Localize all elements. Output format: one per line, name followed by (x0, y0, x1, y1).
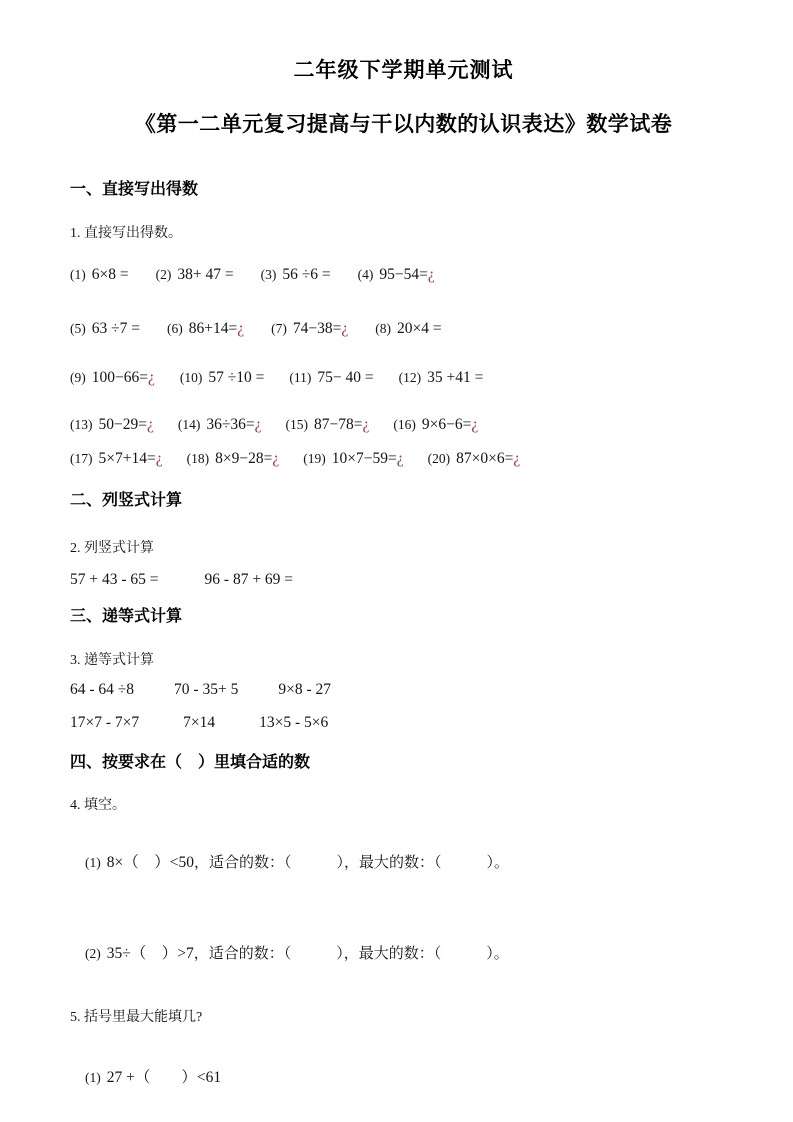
oral-calc-row-2 (70, 319, 737, 339)
step-calc-row-1 (70, 680, 737, 700)
problem-16 (393, 415, 478, 435)
question-4-label: 4. 填空。 (70, 798, 126, 813)
answer-placeholder-mark: ¿ (272, 450, 280, 467)
question-1-label: 1. 直接写出得数。 (70, 226, 182, 241)
problem-number: (2) (155, 267, 172, 282)
step-calc-problem-3: 9×8 - 27 (278, 681, 331, 698)
problem-number: (19) (303, 451, 326, 466)
problem-expression: 56 ÷6 = (282, 266, 331, 283)
fill-blank-text: ，适合的数：（ ），最大的数：（ ）。 (193, 855, 509, 871)
problem-19 (303, 449, 403, 469)
problem-expression: 36÷36= (206, 416, 255, 433)
problem-number: (1) (85, 1070, 101, 1085)
step-calc-problem-4: 17×7 - 7×7 (70, 714, 140, 731)
oral-calc-row-5 (70, 449, 737, 469)
problem-expression: 87−78= (314, 416, 363, 433)
answer-placeholder-mark: ¿ (155, 450, 163, 467)
problem-5 (70, 319, 140, 339)
vertical-calc-problem-2: 96 - 87 + 69 = (204, 571, 294, 588)
problem-expression: 9×6−6= (421, 416, 472, 433)
problem-number: (16) (393, 417, 416, 432)
problem-2 (156, 265, 234, 285)
answer-placeholder-mark: ¿ (147, 369, 155, 386)
problem-expression: 100−66= (91, 369, 148, 386)
problem-expression: 50−29= (98, 416, 147, 433)
vertical-calc-problem-1: 57 + 43 - 65 = (70, 571, 159, 588)
answer-placeholder-mark: ¿ (254, 416, 262, 433)
problem-number: (12) (398, 370, 422, 385)
oral-calc-row-1 (70, 265, 737, 285)
problem-20 (428, 449, 521, 469)
problem-15 (286, 415, 370, 435)
answer-placeholder-mark: ¿ (513, 450, 521, 467)
step-calc-row-2 (70, 713, 737, 733)
section-4-heading: 四、按要求在（ ）里填合适的数 (70, 752, 311, 771)
problem-expression: 35 +41 = (427, 369, 484, 386)
inequality-expression: 8×（ ）<50 (106, 854, 194, 871)
problem-number: (11) (289, 370, 312, 385)
page-subtitle: 《第一二单元复习提高与干以内数的认识表达》数学试卷 (134, 112, 673, 136)
problem-number: (7) (271, 321, 287, 336)
problem-number: (17) (70, 451, 93, 466)
problem-6 (167, 319, 244, 339)
fill-blank-item-3 (70, 1048, 737, 1108)
fill-blank-item-2 (70, 924, 737, 984)
problem-12 (399, 368, 484, 388)
answer-placeholder-mark: ¿ (146, 416, 154, 433)
problem-11 (289, 368, 373, 388)
problem-expression: 20×4 = (397, 320, 442, 337)
section-1-heading: 一、直接写出得数 (70, 179, 199, 198)
problem-number: (2) (85, 946, 101, 961)
problem-number: (3) (260, 267, 277, 282)
problem-3 (261, 265, 331, 285)
problem-expression: 8×9−28= (215, 450, 273, 467)
problem-expression: 38+ 47 = (177, 266, 234, 283)
problem-number: (15) (285, 417, 309, 432)
oral-calc-row-3 (70, 368, 737, 388)
question-3-label: 3. 递等式计算 (70, 653, 154, 668)
problem-number: (6) (167, 321, 183, 336)
problem-number: (9) (70, 370, 86, 385)
problem-expression: 95−54= (379, 266, 428, 283)
step-calc-problem-2: 70 - 35+ 5 (174, 681, 239, 698)
answer-placeholder-mark: ¿ (427, 266, 435, 283)
problem-number: (10) (179, 370, 203, 385)
problem-13 (70, 415, 154, 435)
problem-number: (4) (357, 267, 374, 282)
problem-14 (178, 415, 262, 435)
question-2-label: 2. 列竖式计算 (70, 541, 154, 556)
fill-blank-item-1 (70, 833, 737, 893)
page-title: 二年级下学期单元测试 (293, 58, 514, 82)
section-3-heading: 三、递等式计算 (70, 606, 183, 625)
problem-number: (1) (70, 267, 86, 282)
answer-placeholder-mark: ¿ (471, 416, 479, 433)
problem-expression: 74−38= (292, 320, 342, 337)
problem-expression: 86+14= (188, 320, 238, 337)
problem-number: (8) (375, 321, 391, 336)
oral-calc-row-4 (70, 415, 737, 435)
problem-4 (358, 265, 435, 285)
problem-number: (20) (427, 451, 451, 466)
problem-expression: 87×0×6= (456, 450, 514, 467)
problem-18 (187, 449, 280, 469)
answer-placeholder-mark: ¿ (396, 450, 404, 467)
answer-placeholder-mark: ¿ (237, 320, 245, 337)
answer-placeholder-mark: ¿ (362, 416, 370, 433)
problem-10 (180, 368, 265, 388)
problem-number: (14) (177, 417, 201, 432)
problem-7 (271, 319, 348, 339)
problem-1 (70, 265, 129, 285)
problem-expression: 5×7+14= (98, 450, 156, 467)
problem-expression: 75− 40 = (317, 369, 374, 386)
problem-number: (1) (85, 855, 101, 870)
section-2-heading: 二、列竖式计算 (70, 490, 183, 509)
problem-expression: 57 ÷10 = (208, 369, 265, 386)
problem-number: (5) (70, 321, 86, 336)
step-calc-problem-6: 13×5 - 5×6 (259, 714, 329, 731)
step-calc-problem-1: 64 - 64 ÷8 (70, 681, 135, 698)
vertical-calc-problems (70, 570, 737, 590)
step-calc-problem-5: 7×14 (183, 714, 216, 731)
problem-number: (18) (186, 451, 210, 466)
problem-8 (375, 319, 441, 339)
fill-blank-text: ，适合的数：（ ），最大的数：（ ）。 (193, 946, 509, 962)
problem-expression: 10×7−59= (331, 450, 397, 467)
inequality-expression: 27 +（ ）<61 (106, 1069, 222, 1086)
problem-expression: 63 ÷7 = (91, 320, 140, 337)
problem-9 (70, 368, 155, 388)
problem-17 (70, 449, 163, 469)
problem-number: (13) (70, 417, 93, 432)
inequality-expression: 35÷（ ）>7 (106, 945, 194, 962)
question-5-label: 5. 括号里最大能填几? (70, 1010, 203, 1025)
problem-expression: 6×8 = (91, 266, 129, 283)
answer-placeholder-mark: ¿ (341, 320, 349, 337)
